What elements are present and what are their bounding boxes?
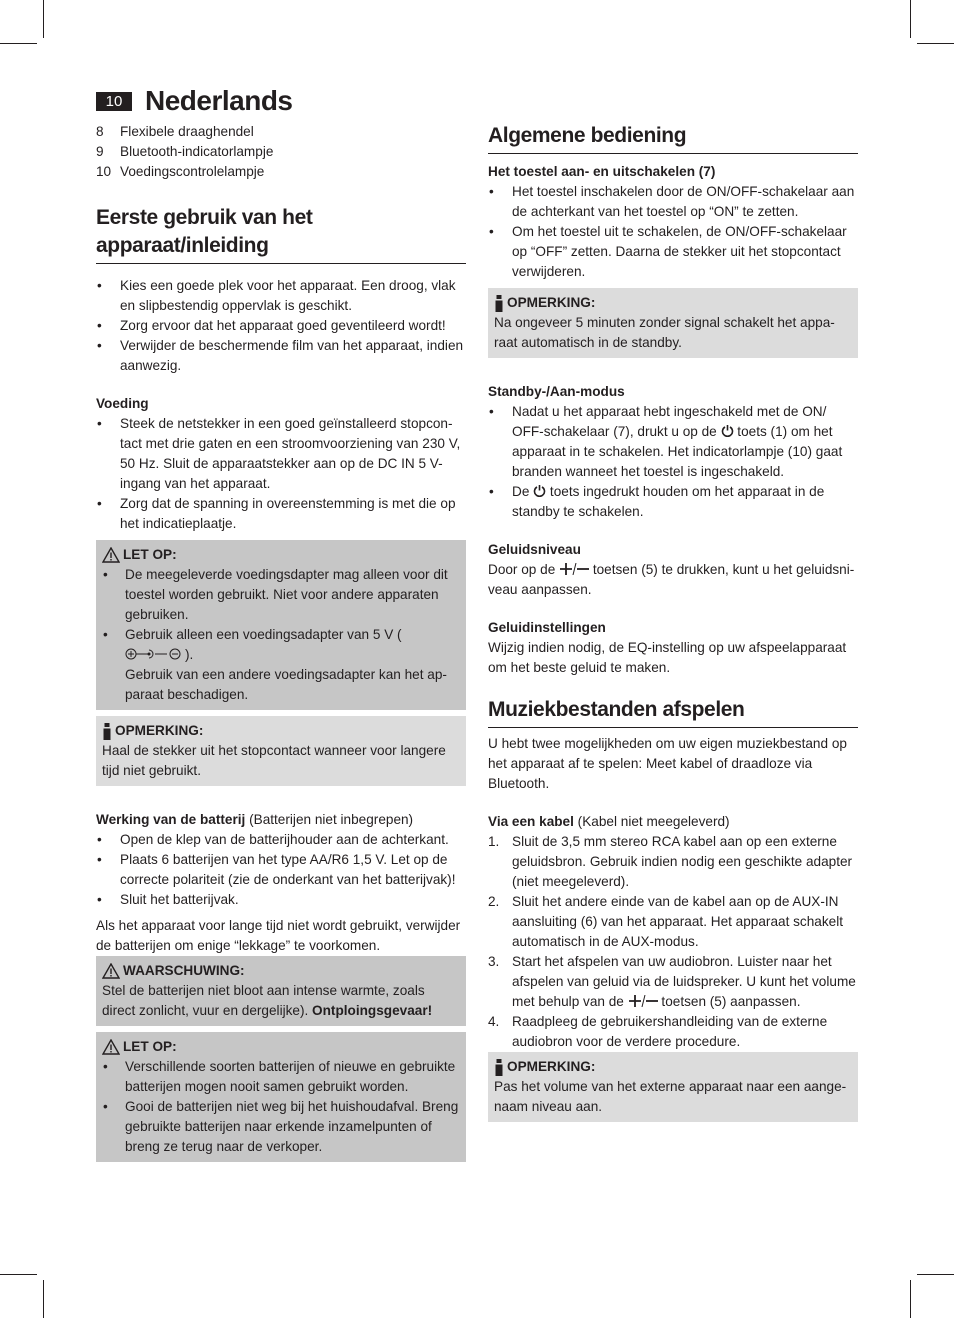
list-item: • Steek de netstekker in een goed geïnstalleerd stopcontact met drie gaten en een stroomvoorziening van 230 V, 50 Hz. Sluit de apparaatstekker aan op de DC IN 5 V-ingang van het apparaat. [96,414,466,494]
aan-uit-list [488,182,858,282]
info-icon [494,295,504,312]
subheading-geluidsniveau: Geluidsniveau [488,542,581,557]
subheading-batterij: Werking van de batterij (Batterijen niet inbegrepen) [96,812,414,827]
note-text: Haal de stekker uit het stopcontact wanneer voor langere tijd niet gebruikt. [102,743,446,778]
subheading-standby: Standby-/Aan-modus [488,384,625,399]
note-box [96,716,466,786]
list-item: • De toets ingedrukt houden om het apparaat in de standby te schakelen. [488,482,858,522]
section-heading-muziek: Muziekbestanden afspelen [488,696,858,728]
list-item: 4. Raadpleeg de gebruikershandleiding van de externe audiobron voor de verdere procedure. [488,1014,828,1049]
crop-mark [43,1280,44,1318]
caution-box [96,1032,466,1162]
first-use-list [96,276,466,376]
plus-minus-icon [628,995,658,1007]
batterij-paragraph: Als het apparaat voor lange tijd niet wordt gebruikt, verwijder de batterijen om enige “lekkage” te voorkomen. [96,918,461,953]
page-title: Nederlands [145,85,293,116]
list-item: • Plaats 6 batterijen van het type AA/R6 1,5 V. Let op de correcte polariteit (zie de onderkant van het batterijvak)! [96,850,466,890]
standby-list [488,402,858,522]
note-title: OPMERKING: [102,721,460,741]
right-column [488,122,858,1122]
note-box [488,1052,858,1122]
note-title: OPMERKING: [494,293,852,313]
crop-mark [910,1280,911,1318]
list-item: • Het toestel inschakelen door de ON/OFF-schakelaar aan de achterkant van het toestel op “ON” te zetten. [488,182,858,222]
note-box [488,288,858,358]
list-item: 3. Start het afspelen van uw audiobron. Luister naar het afspelen van geluid via de luidspreker. U kunt het volume met behulp van de toetsen (5) aanpassen. [488,954,856,1009]
info-icon [494,1059,504,1076]
caution-box [96,540,466,710]
kabel-steps [488,832,858,1052]
caution-list [102,1057,460,1157]
list-item: 10 Voedingscontrolelampje [96,164,265,179]
crop-mark [0,1274,37,1275]
section-heading-algemene: Algemene bediening [488,122,858,154]
section-heading-first-use: Eerste gebruik van het apparaat/inleiding [96,204,466,264]
crop-mark [43,0,44,38]
note-text: Na ongeveer 5 minuten zonder signal schakelt het apparaat automatisch in de standby. [494,315,835,350]
list-item: 9 Bluetooth-indicatorlampje [96,144,274,159]
warning-icon [102,547,120,563]
crop-mark [917,1274,954,1275]
plus-minus-icon [559,563,589,575]
warning-title: WAARSCHUWING: [102,961,460,981]
subheading-geluidinstellingen: Geluidinstellingen [488,620,606,635]
caution-title: LET OP: [102,545,460,565]
polarity-icon [125,647,185,661]
list-item: • Verwijder de beschermende film van het apparaat, indien aanwezig. [96,336,466,376]
list-item: • Om het toestel uit te schakelen, de ON/OFF-schakelaar op “OFF” zetten. Daarna de stekker uit het stopcontact verwijderen. [488,222,858,282]
list-item: • Zorg ervoor dat het apparaat goed geventileerd wordt! [96,316,466,336]
note-text: Pas het volume van het externe apparaat naar een aangenaam niveau aan. [494,1079,847,1114]
list-item: • Gebruik alleen een voedingsadapter van 5 V (). Gebruik van een andere voedingsadapter kan het apparaat beschadigen. [102,625,460,705]
crop-mark [917,43,954,44]
list-item: • Gooi de batterijen niet weg bij het huishoudafval. Breng gebruikte batterijen naar erkende inzamelpunten of breng ze terug naar de verkoper. [102,1097,460,1157]
list-item: • Open de klep van de batterijhouder aan de achterkant. [96,830,466,850]
list-item: 1. Sluit de 3,5 mm stereo RCA kabel aan op een externe geluidsbron. Gebruik indien nodig een geschikte adapter (niet meegeleverd). [488,834,853,889]
list-item: • De meegeleverde voedingsdapter mag alleen voor dit toestel worden gebruikt. Niet voor andere apparaten gebruiken. [102,565,460,625]
note-title: OPMERKING: [494,1057,852,1077]
list-item: • Zorg dat de spanning in overeenstemming is met die op het indicatieplaatje. [96,494,466,534]
list-item: 8 Flexibele draaghendel [96,124,254,139]
warning-icon [102,1039,120,1055]
parts-list [96,122,466,182]
page-number: 10 [96,92,132,111]
muziek-intro: U hebt twee mogelijkheden om uw eigen muziekbestand op het apparaat af te spelen: Meet kabel of draadloze via Bluetooth. [488,736,847,791]
power-icon [721,424,734,437]
warning-box [96,956,466,1026]
list-item: • Nadat u het apparaat hebt ingeschakeld met de ON/ OFF-schakelaar (7), drukt u op de toets (1) om het apparaat in te schakelen. Het indicatorlampje (10) gaat branden wanneet het toestel is ingeschakeld. [488,402,858,482]
subheading-kabel: Via een kabel (Kabel niet meegeleverd) [488,814,730,829]
subheading-voeding: Voeding [96,396,149,411]
crop-mark [0,43,37,44]
batterij-list [96,830,466,910]
warning-icon [102,963,120,979]
list-item: 2. Sluit het andere einde van de kabel aan op de AUX-IN aansluiting (6) van het apparaat. Het apparaat schakelt automatisch in de AUX-modus. [488,894,843,949]
list-item: • Sluit het batterijvak. [96,890,466,910]
caution-list [102,565,460,705]
info-icon [102,723,112,740]
caution-title: LET OP: [102,1037,460,1057]
left-column [96,122,466,1162]
voeding-list [96,414,466,534]
subheading-aan-uit: Het toestel aan- en uitschakelen (7) [488,164,716,179]
list-item: • Verschillende soorten batterijen of nieuwe en gebruikte batterijen mogen nooit samen gebruikt worden. [102,1057,460,1097]
geluidsniveau-text: Door op de toetsen (5) te drukken, kunt u het geluidsniveau aanpassen. [488,562,855,597]
warning-text: Stel de batterijen niet bloot aan intense warmte, zoals direct zonlicht, vuur en dergelijke). Ontploingsgevaar! [102,983,433,1018]
geluidinstellingen-text: Wijzig indien nodig, de EQ-instelling op uw afspeelapparaat om het beste geluid te maken. [488,640,847,675]
list-item: • Kies een goede plek voor het apparaat. Een droog, vlak en slipbestendig oppervlak is geschikt. [96,276,466,316]
crop-mark [910,0,911,38]
power-icon [533,484,546,497]
